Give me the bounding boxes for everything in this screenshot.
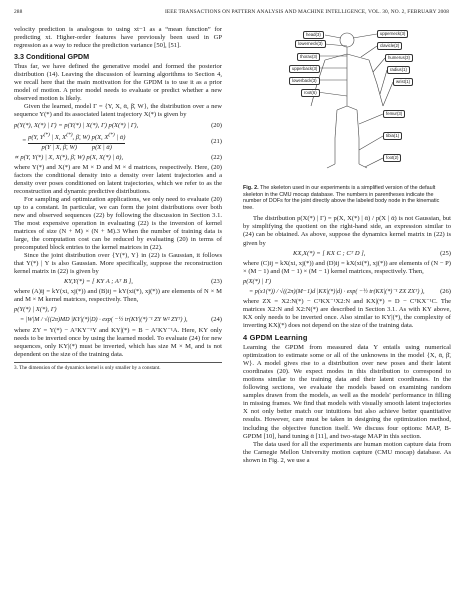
page-header [14, 9, 449, 19]
paragraph: where ZX = X2:N(*) − CᵀKX⁻¹X2:N and KX|(*) = D − CᵀKX⁻¹C. The matrices X2:N and X2:N(*) are described in Section 3.1. As with KY above, KX only needs to be inverted once. Also similar to KY|(*), the complexity of inverting KX|(*) does not depend on the size of the training data. [243, 297, 451, 329]
equation-body: = p(x1(*)) / √((2π)(M−1)d |KX|(*)|d) · exp( −½ tr(KX|(*)⁻¹ ZX ZXᵀ) ), [249, 287, 425, 295]
node-thorax: thorax(3) [297, 53, 320, 61]
figure-caption [243, 185, 451, 211]
node-root: root(6) [301, 89, 320, 97]
node-radius: radius(1) [387, 66, 410, 74]
section-heading: 4 GPDM Learning [243, 332, 308, 342]
node-tibia: tibia(1) [383, 132, 402, 140]
node-clavicle: clavicle(2) [377, 42, 402, 50]
caption-label: Fig. 2. [243, 185, 259, 191]
running-title: IEEE TRANSACTIONS ON PATTERN ANALYSIS AND MACHINE INTELLIGENCE, VOL. 30, NO. 2, FEBRUARY 2008 [165, 9, 449, 15]
paragraph: Since the joint distribution over {Y(*), Y} in (22) is Gaussian, it follows that Y(*) | Y is also Gaussian. More specifically, suppose the reconstruction kernel matrix in (22) is given by [14, 252, 222, 276]
paragraph: velocity prediction is analogous to using xt−1 as a “mean function” for predicting xt. Higher-order features have previously been used in GP regression as a way to reduce the prediction variance [50], [51]. [14, 26, 222, 50]
equation-23 [14, 278, 222, 286]
paragraph: where (A)ij = kY(xi, xj(*)) and (B)ij = kY(xi(*), xj(*)) are elements of N × M and M × M kernel matrices, respectively. Then, [14, 288, 222, 304]
node-lowerback: lowerback(3) [289, 77, 320, 85]
paragraph: For sampling and optimization applications, we only need to evaluate (20) up to a constant. In particular, we can form the joint distributions over both new and observed sequences (22) by following the discussion in Section 3.1. The most expensive operation in evaluating (22) is the inversion of kernel matrices of size (N + M) × (N + M).3 When the number of training data is large, the computation cost can be reduced by evaluating (20) in terms of precomputed block entries to the kernel matrices in (22). [14, 195, 222, 252]
equation-21 [14, 132, 222, 152]
equation-number: (26) [440, 287, 451, 295]
equation-body: KY,Y(*) = [ KY A ; Aᵀ B ], [64, 278, 133, 286]
section-heading: 3.3 Conditional GPDM [14, 52, 90, 62]
node-femur: femur(3) [383, 110, 405, 118]
equation-number: (23) [211, 278, 222, 286]
equation-body: ∝ p(Y, Y(*) | X, X(*), β̄, W) p(X, X(*) | ᾱ), [14, 153, 124, 161]
equation-24 [14, 316, 222, 324]
equation-25 [243, 250, 451, 258]
page-number: 288 [14, 9, 23, 15]
paragraph: The data used for all the experiments are human motion capture data from the Carnegie Mellon University motion capture (CMU mocap) database. As shown in Fig. 2, we use a [243, 440, 451, 464]
skeleton-figure [243, 26, 451, 182]
paragraph: Learning the GPDM from measured data Y entails using numerical optimization to estimate some or all of the unknowns in the model {X, ᾱ, β̄, W}. A model gives rise to a distribution over new poses and their latent coordinates (20). We expect modes in this distribution to correspond to motions similar to the training data and their latent coordinates. In the following sections, we evaluate the models based on examining random samples drawn from the models, as well as the models' performance in filling in missing frames. We find that models with visually smooth latent trajectories X not only better match our intuitions but also achieve better quantitative results. However, care must be taken in designing the optimization method, including the objective function itself. We discuss four options: MAP, B-GPDM [10], hand tuning ᾱ [11], and two-stage MAP in this section. [243, 344, 451, 440]
equation-22 [14, 154, 222, 162]
left-column [14, 26, 222, 371]
paragraph: where (C)ij = kX(xi, xj(*)) and (D)ij = kX(xi(*), xj(*)) are elements of (N − P) × (M − 1) and (M − 1) × (M − 1) kernel matrices, respectively. Then, [243, 259, 451, 275]
equation-26-lhs: p(X(*) | Γ) [243, 277, 272, 285]
paragraph: Given the learned, model Γ = {Y, X, ᾱ, β̄, W}, the distribution over a new sequence Y(*) and its associated latent trajectory X(*) is given by [14, 103, 222, 119]
equation-number: (25) [440, 249, 451, 257]
paragraph: The distribution p(X(*) | Γ) = p(X, X(*) | ᾱ) / p(X | ᾱ) is not Gaussian, but by simplifying the quotient on the right-hand side, an expression similar to (24) can be obtained. As above, suppose the dynamics kernel matrix in (22) is given by [243, 215, 451, 247]
equation-number: (21) [211, 137, 222, 145]
node-head: head(3) [303, 31, 324, 39]
node-upperneck: upperneck(3) [377, 30, 408, 38]
equation-20 [14, 122, 222, 130]
paragraph: where ZY = Y(*) − AᵀKY⁻¹Y and KY|(*) = B − AᵀKY⁻¹A. Here, KY only needs to be inverted once by using the learned model. To evaluate (24) for new sequences, only KY|(*) must be inverted, which has size M × M, and is not dependent on the size of the training data. [14, 326, 222, 358]
equation-body: = $\frac{p(Y, Y^{(*)} | X, X^{(*)}, \betā, W) p(X, X^{(*)} | ᾱ)}{\text{p(Y | X, β̄, W) p(X | ᾱ)}}$ [22, 132, 126, 151]
right-column [243, 26, 451, 465]
skeleton-diagram [243, 26, 451, 182]
equation-number: (22) [211, 153, 222, 161]
node-lowerneck: lowerneck(3) [295, 40, 326, 48]
node-wrist: wrist(1) [393, 78, 413, 86]
node-upperback: upperback(3) [289, 65, 320, 73]
paragraph: where Y(*) and X(*) are M × D and M × d matrices, respectively. Here, (20) factors the conditional density into a density over latent trajectories and a density over poses conditioned on latent trajectories, which we refer to as the reconstruction and dynamic predictive distributions. [14, 163, 222, 195]
node-humerus: humerus(3) [385, 54, 413, 62]
equation-body: p(Y(*), X(*) | Γ) = p(Y(*) | X(*), Γ) p(X(*) | Γ), [14, 121, 139, 129]
equation-body: = |W|M / √((2π)MD |KY|(*)|D) · exp( −½ tr(KY|(*)⁻¹ ZY W² ZYᵀ) ), [20, 316, 188, 324]
equation-number: (24) [211, 316, 222, 324]
equation-26 [243, 288, 451, 296]
caption-text: The skeleton used in our experiments is a simplified version of the default skeleton in the CMU mocap database. The numbers in parentheses indicate the number of DOFs for the joint directly above the labeled body node in the kinematic tree. [243, 185, 440, 211]
equation-24-lhs: p(Y(*) | X(*), Γ) [14, 306, 57, 314]
equation-number: (20) [211, 121, 222, 129]
paragraph: Thus far, we have defined the generative model and formed the posterior distribution (14). Leaving the discussion of learning algorithms to Section 4, we recall here that the main motivation for the GPDM is to use it as a prior model of motion. A prior model needs to evaluate or predict whether a new observed motion is likely. [14, 63, 222, 103]
node-foot: foot(2) [383, 154, 401, 162]
footnote: 3. The dimension of the dynamics kernel is only smaller by a constant. [14, 362, 222, 372]
equation-body: KX,X(*) = [ KX C ; Cᵀ D ], [293, 249, 366, 257]
